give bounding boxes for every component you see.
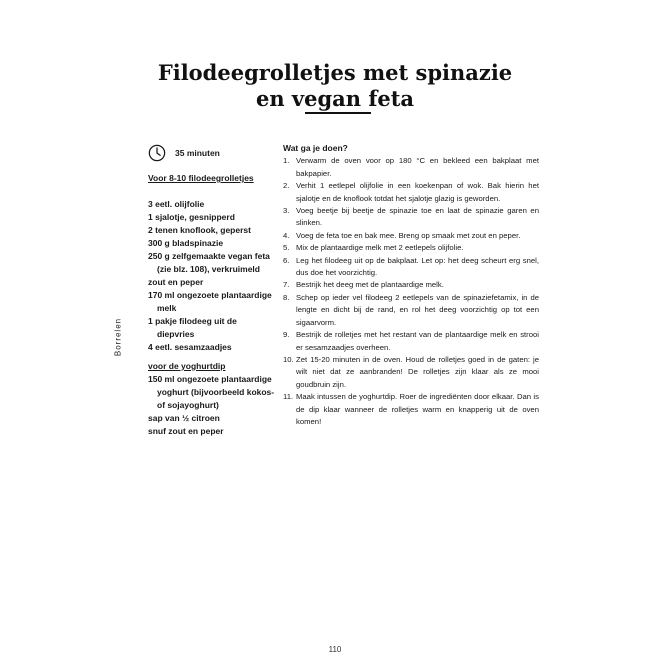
method-heading: Wat ga je doen?	[283, 143, 348, 153]
method-step	[283, 329, 539, 354]
method-step	[283, 391, 539, 428]
section-side-label: Borrelen	[113, 317, 123, 357]
dip-ingredient-list	[148, 373, 276, 438]
method-column	[283, 142, 539, 428]
step-text: Bestrijk het deeg met de plantaardige melk.	[296, 280, 444, 290]
step-text: Bestrijk de rolletjes met het restant van de plantaardige melk en strooi er sesamzaadjes overheen.	[296, 330, 539, 352]
method-step	[283, 292, 539, 329]
step-number: 2.	[283, 181, 290, 191]
recipe-title	[0, 60, 670, 112]
step-text: Zet 15-20 minuten in de oven. Houd de rolletjes goed in de gaten: je wilt niet dat ze aanbranden! De rolletjes zijn klaar als ze mooi goudbruin zijn.	[296, 354, 539, 389]
step-number: 11.	[283, 392, 294, 402]
title-divider	[305, 112, 371, 114]
step-text: Leg het filodeeg uit op de bakplaat. Let op: het deeg scheurt erg snel, dus doe het voorzichtig.	[296, 255, 539, 278]
step-text: Voeg de feta toe en bak mee. Breng op smaak met zout en peper.	[296, 230, 521, 240]
step-number: 4.	[283, 230, 290, 240]
step-text: Schep op ieder vel filodeeg 2 eetlepels van de spinaziefetamix, in de lengte en dicht bij de rand, en rol het deeg voorzichtig op tot een sigaarvorm.	[296, 292, 539, 327]
clock-icon	[148, 144, 166, 162]
ingredient-item: 170 ml ongezoete plantaardige melk	[148, 290, 272, 313]
step-number: 8.	[283, 292, 290, 302]
method-step	[283, 242, 539, 254]
method-step	[283, 230, 539, 242]
recipe-title-line2: en vegan feta	[255, 86, 415, 112]
method-step	[283, 354, 539, 391]
step-number: 5.	[283, 243, 290, 253]
page-number: 110	[328, 645, 342, 654]
ingredient-item: zout en peper	[148, 277, 204, 287]
step-number: 10.	[283, 354, 294, 364]
ingredient-item: 2 tenen knoflook, geperst	[148, 225, 251, 235]
step-text: Mix de plantaardige melk met 2 eetlepels olijfolie.	[296, 243, 464, 253]
step-number: 9.	[283, 330, 290, 340]
prep-time: 35 minuten	[175, 147, 220, 158]
method-step	[283, 155, 539, 180]
method-step	[283, 180, 539, 205]
step-number: 7.	[283, 280, 290, 290]
ingredient-item: 3 eetl. olijfolie	[148, 199, 205, 209]
method-step	[283, 205, 539, 230]
ingredient-item: 1 sjalotje, gesnipperd	[148, 212, 235, 222]
ingredient-item: 300 g bladspinazie	[148, 238, 224, 248]
recipe-title-line1: Filodeegrolletjes met spinazie	[157, 60, 513, 86]
ingredient-item: 250 g zelfgemaakte vegan feta (zie blz. 108), verkruimeld	[148, 251, 270, 274]
ingredient-item: 1 pakje filodeeg uit de diepvries	[148, 316, 237, 339]
method-steps	[283, 155, 539, 428]
ingredient-item: 4 eetl. sesamzaadjes	[148, 342, 232, 352]
method-step	[283, 255, 539, 280]
dip-heading: voor de yoghurtdip	[148, 361, 226, 371]
step-number: 6.	[283, 255, 290, 265]
serves-heading: Voor 8-10 filodeegrolletjes	[148, 173, 254, 183]
step-text: Maak intussen de yoghurtdip. Roer de ingrediënten door elkaar. Dan is de dip klaar wanneer de rolletjes warm en knapperig uit de oven komen!	[296, 392, 539, 426]
step-number: 3.	[283, 206, 290, 216]
step-number: 1.	[283, 156, 290, 166]
ingredient-item: sap van ½ citroen	[148, 413, 220, 423]
ingredient-item: snuf zout en peper	[148, 426, 224, 436]
ingredient-list	[148, 198, 276, 354]
step-text: Verwarm de oven voor op 180 °C en bekleed een bakplaat met bakpapier.	[296, 156, 539, 178]
method-step	[283, 279, 539, 291]
ingredients-column	[148, 142, 276, 438]
ingredient-item: 150 ml ongezoete plantaardige yoghurt (bijvoorbeeld kokos- of sojayoghurt)	[148, 374, 275, 410]
step-text: Voeg beetje bij beetje de spinazie toe en laat de spinazie garen en slinken.	[296, 206, 539, 228]
prep-time-row	[148, 142, 276, 164]
step-text: Verhit 1 eetlepel olijfolie in een koekenpan of wok. Bak hierin het sjalotje en de knoflook totdat het sjalotje glazig is geworden.	[296, 181, 539, 203]
